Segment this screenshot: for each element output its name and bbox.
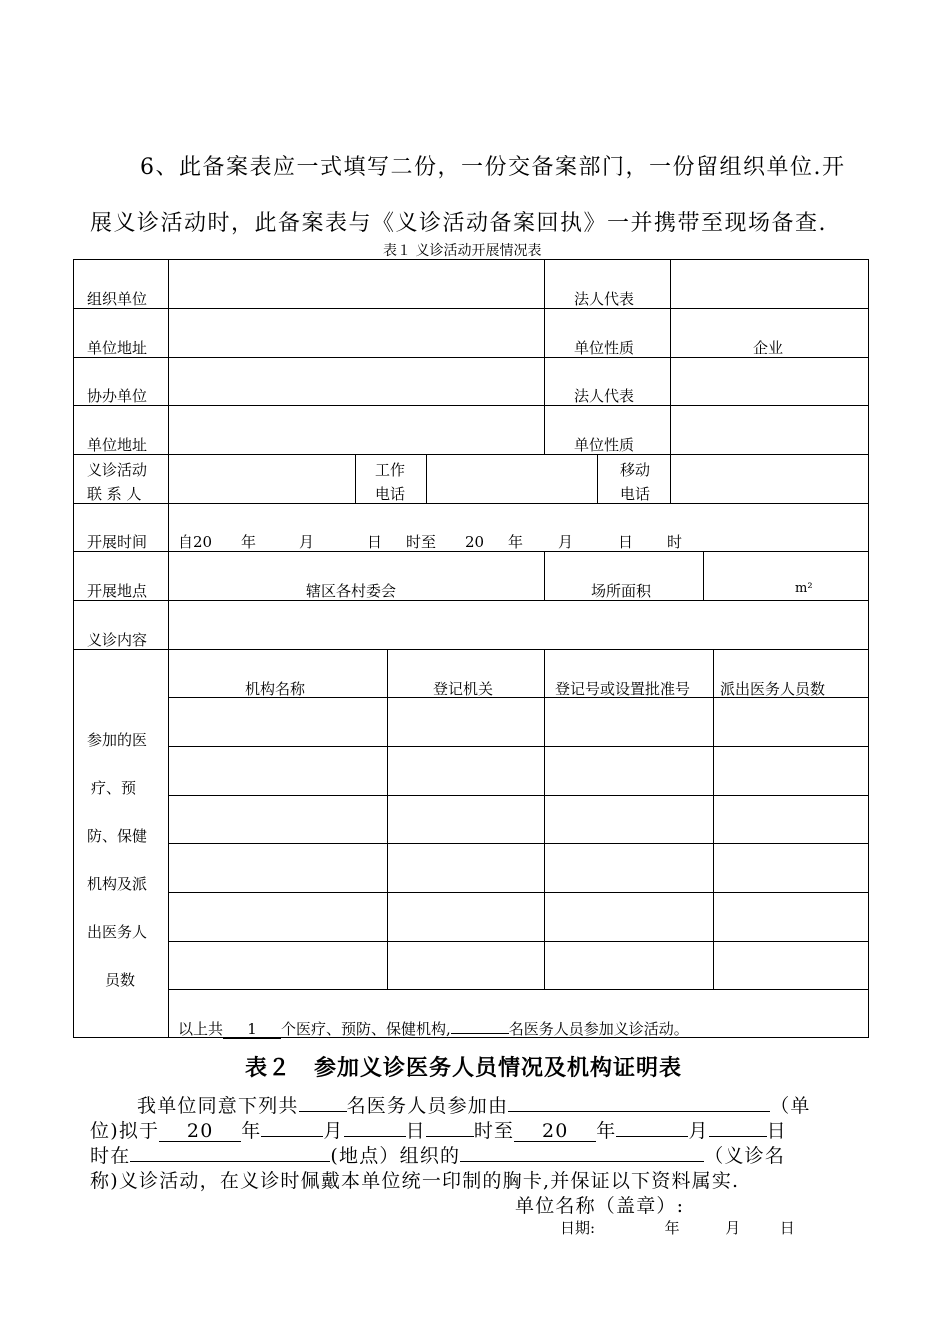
date-day-label: 日 — [779, 1219, 795, 1237]
l2-text-a: 位)拟于 — [90, 1120, 160, 1142]
to-year-blank[interactable]: 20 — [514, 1121, 596, 1142]
col-header-registry: 登记机关 — [433, 680, 494, 698]
l1-text-c: （单 — [770, 1095, 811, 1117]
from-hour-blank[interactable] — [426, 1116, 474, 1137]
intro-line-1: 6、此备案表应一式填写二份，一份交备案部门，一份留组织单位.开 — [140, 155, 846, 180]
table2-line-3 — [90, 1141, 785, 1168]
date-line — [560, 1217, 795, 1238]
to-day-blank[interactable] — [709, 1116, 767, 1137]
l2-month-label-2: 月 — [688, 1120, 709, 1142]
date-month-label: 月 — [725, 1219, 741, 1237]
from-day-blank[interactable] — [344, 1116, 406, 1137]
place-label: 开展地点 — [87, 582, 148, 600]
time-year-1: 年 — [241, 533, 257, 551]
footer-suffix: 名医务人员参加义诊活动。 — [508, 1020, 689, 1038]
to-month-blank[interactable] — [616, 1116, 688, 1137]
location-blank[interactable] — [130, 1141, 330, 1162]
from-year-blank[interactable]: 20 — [159, 1121, 241, 1142]
unit-nature-value-1: 企业 — [753, 339, 784, 357]
col-header-org-name: 机构名称 — [245, 680, 306, 698]
footer-org-count: 1 — [223, 1020, 281, 1039]
orgs-label-line-2: 疗、预 — [91, 779, 137, 797]
contact-label-line-2: 联 系 人 — [87, 485, 142, 503]
work-phone-label-line-1: 工作 — [375, 461, 406, 479]
table2-line-2 — [90, 1116, 787, 1143]
l2-day-label: 日 — [405, 1120, 426, 1142]
l1-text-b: 名医务人员参加由 — [346, 1095, 509, 1117]
content-label: 义诊内容 — [87, 631, 148, 649]
date-label: 日期: — [560, 1219, 596, 1237]
area-unit: m² — [795, 581, 813, 596]
l3-text-c: （义诊名 — [704, 1145, 786, 1167]
contact-label-line-1: 义诊活动 — [87, 461, 148, 479]
time-year-2: 年 — [508, 533, 524, 551]
l1-text-a: 我单位同意下列共 — [137, 1095, 299, 1117]
time-day-1: 日 — [367, 533, 383, 551]
l2-month-label: 月 — [323, 1120, 344, 1142]
table2-title: 表２ 参加义诊医务人员情况及机构证明表 — [245, 1056, 683, 1081]
unit-nature-label-1: 单位性质 — [574, 339, 635, 357]
l3-text-a: 时在 — [90, 1145, 131, 1167]
orgs-label-line-1: 参加的医 — [87, 731, 148, 749]
staff-count-blank[interactable] — [299, 1091, 347, 1112]
footer-mid: 个医疗、预防、保健机构, — [281, 1020, 451, 1038]
l2-year-label-2: 年 — [596, 1120, 617, 1142]
orgs-label-line-6: 员数 — [105, 971, 136, 989]
table2-line-1 — [137, 1091, 811, 1118]
time-to: 时至 — [406, 533, 437, 551]
table1-caption: 表１ 义诊活动开展情况表 — [383, 243, 542, 259]
time-label: 开展时间 — [87, 533, 148, 551]
time-month-2: 月 — [558, 533, 574, 551]
col-header-reg-number: 登记号或设置批准号 — [555, 680, 691, 698]
time-to-20: 20 — [465, 533, 485, 551]
org-unit-field[interactable] — [169, 308, 544, 356]
l2-to-label: 时至 — [473, 1120, 515, 1142]
org-unit-label: 组织单位 — [87, 290, 148, 308]
l2-day-label-2: 日 — [766, 1120, 787, 1142]
table1-footer — [178, 1020, 689, 1039]
legal-rep-label-1: 法人代表 — [574, 290, 635, 308]
activity-name-blank[interactable] — [460, 1141, 704, 1162]
orgs-label-line-5: 出医务人 — [87, 923, 148, 941]
address-label-2: 单位地址 — [87, 436, 148, 454]
orgs-label-line-4: 机构及派 — [87, 875, 148, 893]
time-month-1: 月 — [299, 533, 315, 551]
area-label: 场所面积 — [591, 582, 652, 600]
activity-table — [73, 259, 869, 1038]
time-hour-2: 时 — [667, 533, 683, 551]
legal-rep-label-2: 法人代表 — [574, 387, 635, 405]
footer-staff-count-blank[interactable] — [451, 1033, 509, 1034]
date-year-label: 年 — [664, 1219, 680, 1237]
unit-nature-label-2: 单位性质 — [574, 436, 635, 454]
work-phone-label-line-2: 电话 — [375, 485, 406, 503]
table2-line-4: 称)义诊活动，在义诊时佩戴本单位统一印制的胸卡,并保证以下资料属实. — [90, 1170, 740, 1192]
col-header-staff-count: 派出医务人员数 — [720, 680, 826, 698]
place-value: 辖区各村委会 — [306, 582, 397, 600]
from-month-blank[interactable] — [261, 1116, 323, 1137]
mobile-label-line-1: 移动 — [620, 461, 651, 479]
intro-line-2: 展义诊活动时，此备案表与《义诊活动备案回执》一并携带至现场备查. — [90, 211, 827, 236]
organizer-blank[interactable] — [508, 1091, 770, 1112]
co-unit-label: 协办单位 — [87, 387, 148, 405]
address-label-1: 单位地址 — [87, 339, 148, 357]
mobile-label-line-2: 电话 — [620, 485, 651, 503]
unit-seal-label: 单位名称（盖章）: — [515, 1195, 685, 1217]
time-from-20: 自20 — [178, 533, 213, 551]
time-day-2: 日 — [618, 533, 634, 551]
l2-year-label: 年 — [241, 1120, 262, 1142]
orgs-label-line-3: 防、保健 — [87, 827, 148, 845]
l3-text-b: (地点）组织的 — [330, 1145, 461, 1167]
footer-prefix: 以上共 — [178, 1020, 224, 1038]
